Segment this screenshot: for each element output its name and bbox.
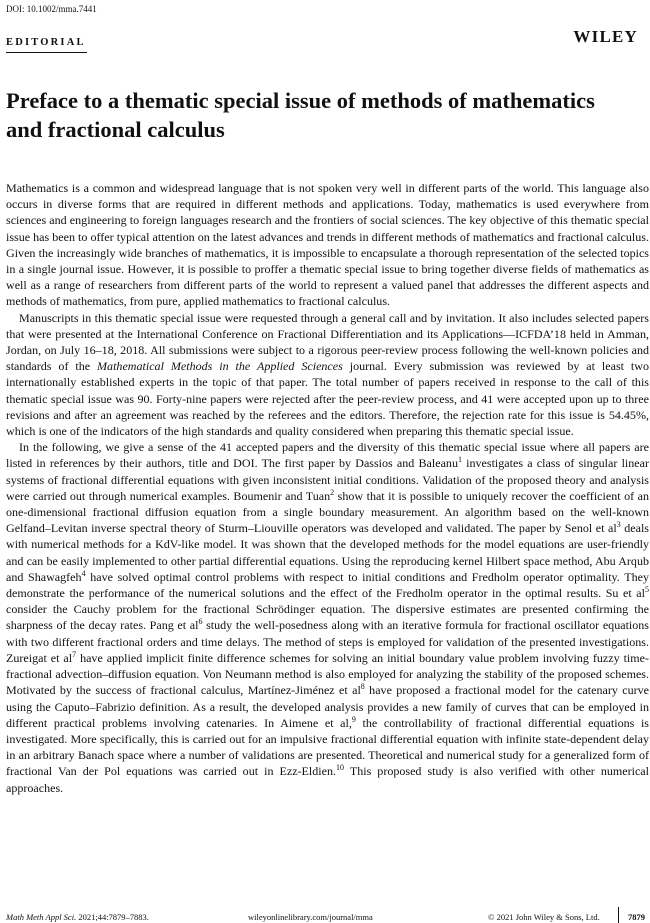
citation-ref[interactable]: 8 [360,682,365,692]
paragraph-2: Manuscripts in this thematic special issue were requested through a general call and by invitation. It also includes selected papers that were presented at the International Conference on Fractional Differentiation and its Applications—ICFDA’18 held in Amman, Jordan, on July 16–18, 2018. All submissions were subject to a rigorous peer-review process following the well-known policies and standards of the Mathematical Methods in the Applied Sciences journal. Every submission was reviewed by at least two internationally established experts in the topic of that paper. The total number of papers received in response to the call of this thematic special issue was 90. Forty-nine papers were rejected after the peer-review process, and 41 were accepted upon up to three revisions and after an agreement was reached by the referees and the editors. Therefore, the rejection rate for this issue is 54.45%, which is one of the indicators of the high standards and quality considered when preparing this thematic special issue. [6,310,649,439]
paragraph-1: Mathematics is a common and widespread language that is not spoken very well in different parts of the world. This language also occurs in diverse forms that are required in different methods and applications. Today, mathematics is used everywhere from sciences and engineering to foreign languages research and the frontiers of social sciences. The key objective of this thematic special issue has been to offer typical attention on the latest advances and trends in different methods of mathematics and fractional calculus. Given the increasingly wide branches of mathematics, it is impossible to encapsulate a thorough representation of the selected topics in a single journal issue. However, it is possible to proffer a thematic special issue to bring together diverse fields of mathematics as well as a range of researchers from different parts of the world to represent a valued panel that addresses the different aspects and methods of mathematics, from pure, applied mathematics to fractional calculus. [6,181,649,309]
citation-ref[interactable]: 2 [330,487,335,497]
citation-ref[interactable]: 3 [616,520,621,530]
page-footer [0,906,650,923]
paragraph-3: In the following, we give a sense of the 41 accepted papers and the diversity of this thematic special issue where all papers are listed in references by their authors, title and DOI. The first paper by Dassios and Baleanu$^1$ investigates a class of singular linear systems of fractional differential equations with given inconsistent initial conditions. Validation of the proposed theory and analysis were carried out through numerical examples. Boumenir and Tuan$^2$ show that it is possible to uniquely recover the coefficient of an one-dimensional fractional diffusion equation from a single boundary measurement. An algorithm based on the well-known Gelfand–Levitan inverse spectral theory of Sturm–Liouville operators was developed and validated. The paper by Senol et $al^3$ deals with numerical methods for a KdV-like model. It was shown that the developed methods for the model equations are user-friendly and can be easily implemented to other partial differential equations. Using the reproducing kernel Hilbert space method, Abu Arqub and Shawagfeh$^4$ have solved optimal control problems with respect to initial conditions and Fredholm operator optimality. They demonstrate the performance of the numerical solutions and the effect of the Fredholm operator in the optimal results. Su et $al^5$ consider the Cauchy problem for the fractional Schrödinger equation. The dispersive estimates are presented confirming the sharpness of the decay rates. Pang et $al^6$ study the well-posedness along with an iterative formula for fractional oscillator equations with two different fractional orders and time delays. The method of steps is employed for validation of the presented investigations. Zureigat et $al^7$ have applied implicit finite difference schemes for solving an initial boundary value problem involving fuzzy time-fractional advection–diffusion equation. Von Neumann method is also employed for analyzing the stability of the proposed schemes. Motivated by the success of fractional calculus, Martínez-Jiménez et $al^8$ have proposed a fractional model for the catenary curve using the Caputo–Fabrizio definition. As a result, the developed analysis provides a new family of curves that can be employed in different practical problems involving catenaries. In Aimene et al,$^9$ the controllability of fractional differential equations is investigated. More specifically, this is carried out for an impulsive fractional differential equation with infinite state-dependent delay in an arbitrary Banach space where a number of validations are presented. Theoretical and numerical study for a generalized form of fractional Van der Pol equations was carried out in Ezz-Eldien.$^{10}$ This proposed study is also verified with other numerical approaches. [6,440,650,795]
citation-ref[interactable]: 1 [457,455,462,465]
footer-divider [618,907,619,923]
footer-journal: Math Meth Appl Sci. [6,912,77,922]
section-rule [6,52,87,53]
doi-label: DOI: 10.1002/mma.7441 [6,4,97,14]
citation-ref[interactable]: 6 [198,617,203,627]
section-label: EDITORIAL [6,37,86,48]
publisher-logo: WILEY [573,27,638,46]
footer-copyright: © 2021 John Wiley & Sons, Ltd. [488,912,600,922]
citation-ref[interactable]: 4 [81,568,86,578]
citation-ref[interactable]: 9 [351,714,356,724]
page-number: 7879 [628,912,645,922]
article-body [6,180,649,796]
journal-name: Mathematical Methods in the Applied Sciences [97,359,343,374]
citation-ref[interactable]: 5 [645,585,649,595]
footer-url[interactable]: wileyonlinelibrary.com/journal/mma [248,912,373,922]
citation-ref[interactable]: 10 [336,763,345,773]
citation-ref[interactable]: 7 [72,649,77,659]
footer-citation: Math Meth Appl Sci. 2021;44:7879–7883. [6,912,149,922]
article-title: Preface to a thematic special issue of methods of mathematics and fractional calculus [6,88,595,142]
